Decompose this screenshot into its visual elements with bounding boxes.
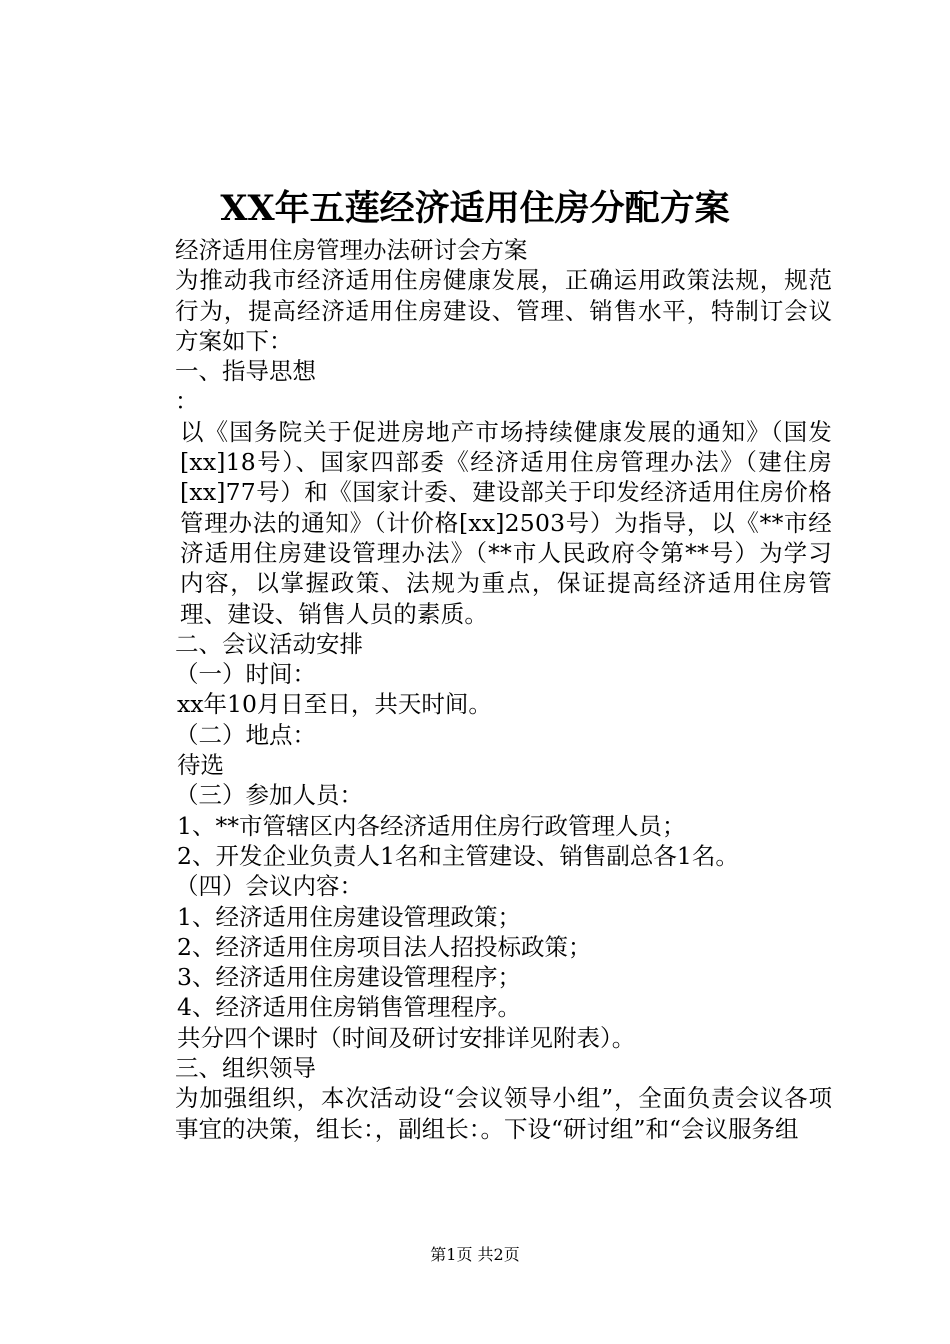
section-heading-organization: 三、组织领导 xyxy=(175,1054,316,1083)
content-item-1: 1、经济适用住房建设管理政策； xyxy=(177,902,521,931)
section-heading-guiding-ideology: 一、指导思想 xyxy=(175,357,316,386)
section-heading-activity-arrangement: 二、会议活动安排 xyxy=(175,629,363,658)
colon-line: ： xyxy=(175,387,199,416)
subheading-time: （一）时间： xyxy=(175,660,316,689)
time-value: xx年10月日至日，共天时间。 xyxy=(177,690,492,719)
document-body xyxy=(128,235,832,1144)
subheading-location: （二）地点： xyxy=(175,720,316,749)
subheading-participants: （三）参加人员： xyxy=(175,781,363,810)
page-footer: 第1页 共2页 xyxy=(430,1245,520,1264)
subtitle-line: 经济适用住房管理办法研讨会方案 xyxy=(175,236,528,264)
location-value: 待选 xyxy=(177,751,224,780)
subheading-content: （四）会议内容： xyxy=(175,872,363,901)
class-hours-note: 共分四个课时（时间及研讨安排详见附表）。 xyxy=(177,1023,636,1052)
content-item-4: 4、经济适用住房销售管理程序。 xyxy=(177,993,521,1022)
intro-paragraph: 为推动我市经济适用住房健康发展，正确运用政策法规，规范行为，提高经济适用住房建设、管理、销售水平，特制订会议方案如下： xyxy=(175,266,832,355)
participants-item-2: 2、开发企业负责人1名和主管建设、销售副总各1名。 xyxy=(177,841,739,870)
content-item-2: 2、经济适用住房项目法人招投标政策； xyxy=(177,932,592,961)
document-title: XX年五莲经济适用住房分配方案 xyxy=(220,188,730,229)
content-item-3: 3、经济适用住房建设管理程序； xyxy=(177,963,521,992)
guiding-ideology-paragraph: 以《国务院关于促进房地产市场持续健康发展的通知》（国发[xx]18号）、国家四部委《经济适用住房管理办法》（建住房[xx]77号）和《国家计委、建设部关于印发经济适用住房价格管理办法的通知》（计价格[xx]2503号）为指导，以《**市经济适用住房建设管理办法》（**市人民政府令第**号）为学习内容，以掌握政策、法规为重点，保证提高经济适用住房管理、建设、销售人员的素质。 xyxy=(180,417,832,628)
participants-item-1: 1、**市管辖区内各经济适用住房行政管理人员； xyxy=(177,811,686,840)
organization-paragraph: 为加强组织，本次活动设“会议领导小组”，全面负责会议各项事宜的决策，组长：，副组长：。下设“研讨组”和“会议服务组 xyxy=(175,1084,832,1143)
